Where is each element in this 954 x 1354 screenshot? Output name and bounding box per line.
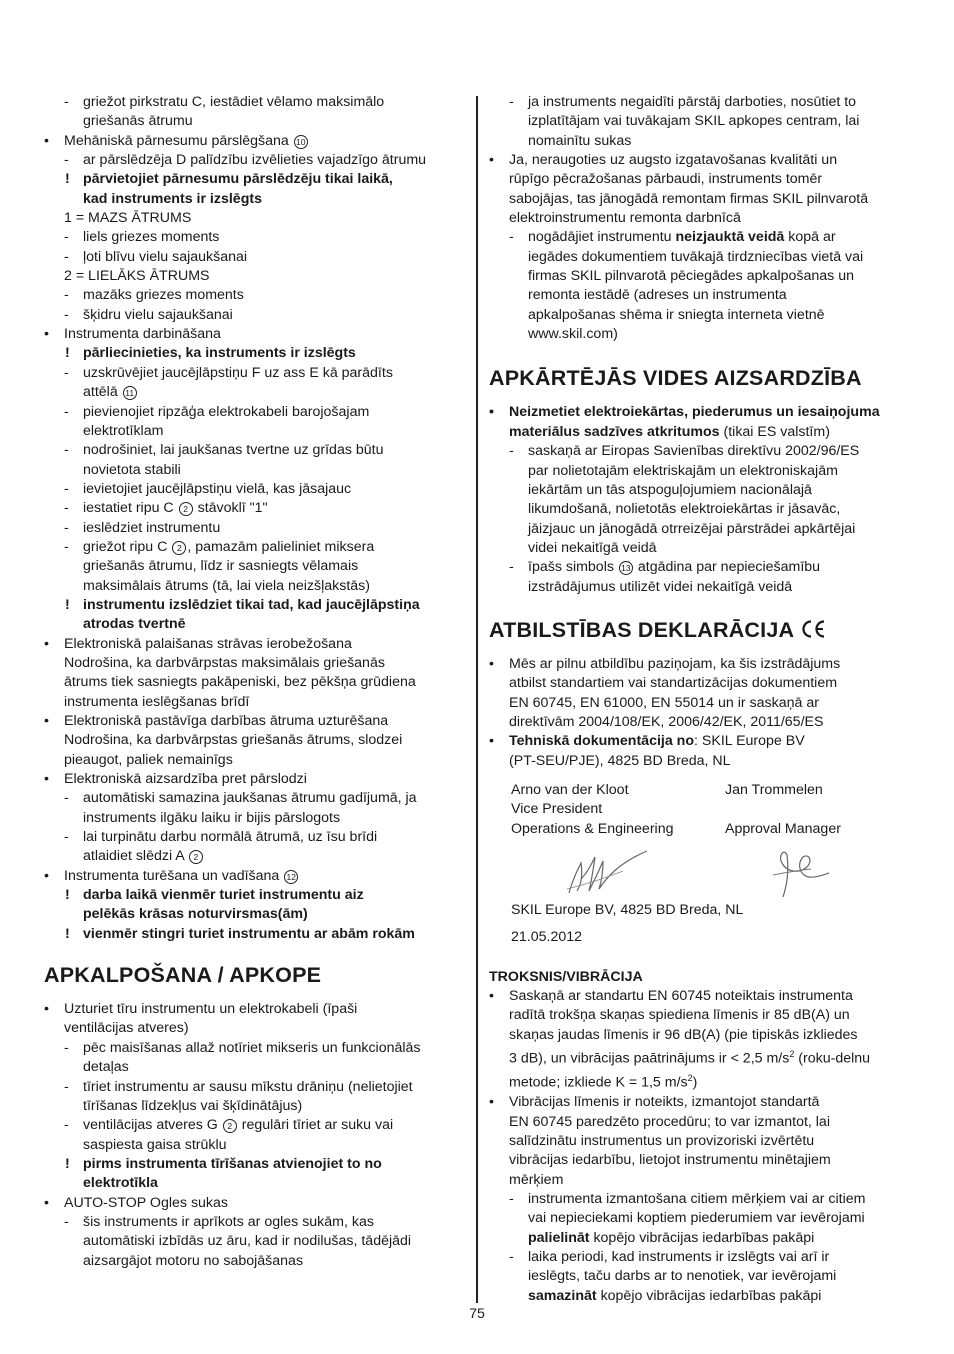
dash-item: - laika periodi, kad instruments ir izslēgts vai arī ir xyxy=(509,1248,830,1265)
dash-item: - ar pārslēdzēja D palīdzību izvēlieties vajadzīgo ātrumu xyxy=(64,152,427,169)
dash-item: - tīriet instrumentu ar sausu mīkstu drāniņu (nelietojiet xyxy=(64,1078,413,1095)
warning-item: ! pārvietojiet pārnesumu pārslēdzēju tikai laikā, xyxy=(65,171,393,188)
company-address: SKIL Europe BV, 4825 BD Breda, NL xyxy=(511,901,744,918)
signers-block xyxy=(511,781,913,841)
right-column: - ja instruments negaidīti pārstāj darboties, nosūtiet to izplatītājam vai tuvākajam SKIL apkopes centram, lai nomainītu sukas • Ja, neraugoties uz augsto izgatavošanas kvalitāti un rūpīgo pēcražošanas pārbaudi, instruments tomēr sabojājas, tas jānogādā remontam firmas SKIL pilnvarotā elektroinstrumentu remonta darbnīcā - nogādājiet instrumentu neizjauktā veidā kopā ar iegādes dokumentiem tuvākajā tirdzniecības vietā vai firmas SKIL pilnvarotā pēciegādes apkalpošanas un remonta iestādē (adreses un instrumenta apkalpošanas shēma ir sniegta interneta vietnē www.skil.com) APKĀRTĒJĀS VIDES AIZSARDZĪBA • Neizmetiet elektroiekārtas, piederumus un iesaiņojuma materiālus sadzīves atkritumos (tikai ES valstīm) - saskaņā ar Eiropas Savienības direktīvu 2002/96/ES par nolietotajām elektriskajām un elektroniskajām iekārtām un tās atspoguļojumiem nacionālajā likumdošanā, nolietotās elektroiekārtas ir jāsavāc, jāizjauc un jānogādā otrreizējai pārstrādei apkārtējai videi nekaitīgā veidā - īpašs simbols 13 atgādina par nepieciešamību izstrādājumus utilizēt videi nekaitīgā veidā ATBILSTĪBAS DEKLARĀCIJA • Mēs ar pilnu atbildību paziņojam, ka šis izstrādājums atbilst standartiem vai standartizācijas dokumentiem EN 60745, EN 61000, EN 55014 un ir saskaņā ar direktīvām 2004/108/EK, 2006/42/EK, 2011/65/ES • Tehniskā dokumentācija no: SKIL Europe BV (PT-SEU/PJE), 4825 BD Breda, NL Arno van der Kloot Vice President Operations & Engineering Jan Trommelen Approval Manager SKIL Europe BV, 4825 BD Breda, NL 21.05.2012 TROKSNIS/VIBRĀCIJA • Saskaņā ar standartu EN 60745 noteiktais instrumenta radītā trokšņa skaņas spiediena līmenis ir 85 dB(A) un skaņas jaudas līmenis ir 96 dB(A) (pie tipiskās izkliedes 3 dB), un vibrācijas paātrinājums ir < 2,5 $m/s^2$ (roku-delnu metode; izkliede K = 1,5 $m/s^2$) • Vibrācijas līmenis ir noteikts, izmantojot standartā EN 60745 paredzēto procedūru; to var izmantot, lai salīdzinātu instrumentus un provizoriski izvērtētu vibrācijas iedarbību, lietojot instrumentu minētajiem mērķiem - instrumenta izmantošana citiem mērķiem vai ar citiem vai nepieciekami koptiem piederumiem var ievērojami palielināt kopējo vibrācijas iedarbības pakāpi - laika periodi, kad instruments ir izslēgts vai arī ir ieslēgts, taču darbs ar to nenotiek, var ievērojami samazināt kopējo vibrācijas iedarbības pakāpi xyxy=(489,93,913,1306)
ref-13-icon: 13 xyxy=(619,561,633,575)
bullet-item: • Ja, neraugoties uz augsto izgatavošanas kvalitāti un xyxy=(489,152,838,169)
dash-item: - griežot ripu C 2 , pamazām palieliniet miksera xyxy=(64,538,375,555)
warning-item: ! instrumentu izslēdziet tikai tad, kad jaucējlāpstiņa xyxy=(65,596,420,613)
section-heading-noise: TROKSNIS/VIBRĀCIJA xyxy=(489,968,643,985)
ref-2-icon: 2 xyxy=(179,502,193,516)
left-column: - griežot pirkstratu C, iestādiet vēlamo maksimālo griešanās ātrumu • Mehāniskā pārnesumu pārslēgšana 10 - ar pārslēdzēja D palīdzību izvēlieties vajadzīgo ātrumu ! pārvietojiet pārnesumu pārslēdzēju tikai laikā, kad instruments ir izslēgts 1 = MAZS ĀTRUMS - liels griezes moments - ļoti blīvu vielu sajaukšanai 2 = LIELĀKS ĀTRUMS - mazāks griezes moments - šķidru vielu sajaukšanai • Instrumenta darbināšana ! pārliecinieties, ka instruments ir izslēgts - uzskrūvējiet jaucējlāpstiņu F uz ass E kā parādīts attēlā 11 - pievienojiet ripzāģa elektrokabeli barojošajam elektrotīklam - nodrošiniet, lai jaukšanas tvertne uz grīdas būtu novietota stabili - ievietojiet jaucējlāpstiņu vielā, kas jāsajauc - iestatiet ripu C 2 stāvoklī "1" - ieslēdziet instrumentu - griežot ripu C 2 , pamazām palieliniet miksera griešanās ātrumu, līdz ir sasniegts vēlamais maksimālais ātrums (tā, lai viela neizšļakstās) ! instrumentu izslēdziet tikai tad, kad jaucējlāpstiņa atrodas tvertnē • Elektroniskā palaišanas strāvas ierobežošana Nodrošina, ka darbvārpstas maksimālais griešanās ātrums tiek sasniegts pakāpeniski, bez pēkšņa grūdiena instrumenta ieslēgšanas brīdī • Elektroniskā pastāvīga darbības ātruma uzturēšana Nodrošina, ka darbvārpstas griešanās ātrums, slodzei pieaugot, paliek nemainīgs • Elektroniskā aizsardzība pret pārslodzi - automātiski samazina jaukšanas ātrumu gadījumā, ja instruments ilgāku laiku ir bijis pārslogots - lai turpinātu darbu normālā ātrumā, uz īsu brīdi atlaidiet slēdzi A 2 • Instrumenta turēšana un vadīšana 12 ! darba laikā vienmēr turiet instrumentu aiz pelēkās krāsas noturvirsmas(ām) ! vienmēr stingri turiet instrumentu ar abām rokām APKALPOŠANA / APKOPE • Uzturiet tīru instrumentu un elektrokabeli (īpaši ventilācijas atveres) - pēc maisīšanas allaž notīriet mikseris un funkcionālās detaļas - tīriet instrumentu ar sausu mīkstu drāniņu (nelietojiet tīrīšanas līdzekļus vai šķīdinātājus) - ventilācijas atveres G 2 regulāri tīriet ar suku vai saspiesta gaisa strūklu ! pirms instrumenta tīrīšanas atvienojiet to no elektrotīkla • AUTO-STOP Ogles sukas - šis instruments ir aprīkots ar ogles sukām, kas automātiski izbīdās uz āru, kad ir nodilušas, tādējādi aizsargājot motoru no sabojāšanas xyxy=(44,93,468,1271)
dash-item: - pēc maisīšanas allaž notīriet mikseris un funkcionālās xyxy=(64,1039,421,1056)
ref-10-icon: 10 xyxy=(294,135,308,149)
dash-item: - ievietojiet jaucējlāpstiņu vielā, kas jāsajauc xyxy=(64,480,352,497)
dash-item: - griežot pirkstratu C, iestādiet vēlamo maksimālo xyxy=(64,94,385,110)
bullet-item: • Elektroniskā palaišanas strāvas ierobežošana xyxy=(44,635,352,652)
bullet-item: • Vibrācijas līmenis ir noteikts, izmantojot standartā xyxy=(489,1094,820,1111)
dash-item: - lai turpinātu darbu normālā ātrumā, uz īsu brīdi xyxy=(64,829,378,846)
dash-item: - uzskrūvējiet jaucējlāpstiņu F uz ass E kā parādīts xyxy=(64,364,393,381)
speed-label: 1 = MAZS ĀTRUMS xyxy=(64,210,192,227)
ce-mark-icon xyxy=(800,619,826,639)
ref-2-icon: 2 xyxy=(223,1119,237,1133)
page-number: 75 xyxy=(469,1306,485,1322)
signature-right-icon xyxy=(763,845,833,901)
dash-item: - ventilācijas atveres G 2 regulāri tīriet ar suku vai xyxy=(64,1117,394,1134)
signatures xyxy=(511,841,913,905)
dash-item: - automātiski samazina jaukšanas ātrumu gadījumā, ja xyxy=(64,790,417,807)
dash-item: - ieslēdziet instrumentu xyxy=(64,519,221,536)
ref-2-icon: 2 xyxy=(189,850,203,864)
warning-item: ! pirms instrumenta tīrīšanas atvienojiet to no xyxy=(65,1155,382,1172)
speed-label: 2 = LIELĀKS ĀTRUMS xyxy=(64,268,210,285)
warning-item: ! pārliecinieties, ka instruments ir izslēgts xyxy=(65,345,356,362)
signer-right: Jan Trommelen Approval Manager xyxy=(725,781,841,837)
bullet-item: • Saskaņā ar standartu EN 60745 noteiktais instrumenta xyxy=(489,988,853,1004)
section-heading-environment: APKĀRTĒJĀS VIDES AIZSARDZĪBA xyxy=(489,366,862,391)
bullet-item: • Tehniskā dokumentācija no: SKIL Europe BV xyxy=(489,733,805,750)
bullet-item: • Elektroniskā aizsardzība pret pārslodzi xyxy=(44,771,307,788)
dash-item: - pievienojiet ripzāģa elektrokabeli barojošajam xyxy=(64,403,370,420)
bullet-item: • Mēs ar pilnu atbildību paziņojam, ka šis izstrādājums xyxy=(489,655,841,672)
declaration-date: 21.05.2012 xyxy=(511,929,583,946)
bullet-item: • Neizmetiet elektroiekārtas, piederumus un iesaiņojuma xyxy=(489,404,880,421)
dash-item: - liels griezes moments xyxy=(64,229,220,246)
dash-item: - saskaņā ar Eiropas Savienības direktīvu 2002/96/ES xyxy=(509,443,860,460)
warning-item: ! vienmēr stingri turiet instrumentu ar abām rokām xyxy=(65,925,415,942)
ref-11-icon: 11 xyxy=(123,386,137,400)
bullet-item: • Instrumenta darbināšana xyxy=(44,326,221,343)
bullet-item: • Elektroniskā pastāvīga darbības ātruma uzturēšana xyxy=(44,713,389,729)
warning-item: ! darba laikā vienmēr turiet instrumentu aiz xyxy=(65,887,364,904)
bullet-item: • Mehāniskā pārnesumu pārslēgšana 10 xyxy=(44,132,468,151)
section-heading-maintenance: APKALPOŠANA / APKOPE xyxy=(44,963,322,988)
dash-item: - ļoti blīvu vielu sajaukšanai xyxy=(64,248,248,265)
dash-item: - šis instruments ir aprīkots ar ogles sukām, kas xyxy=(64,1213,374,1230)
dash-item: - ja instruments negaidīti pārstāj darboties, nosūtiet to xyxy=(509,94,857,110)
bullet-item: • Instrumenta turēšana un vadīšana 12 xyxy=(44,867,468,886)
dash-item: - nogādājiet instrumentu neizjauktā veidā kopā ar xyxy=(509,229,836,246)
signature-left-icon xyxy=(563,849,653,899)
dash-item: - īpašs simbols 13 atgādina par nepieciešamību xyxy=(509,559,821,576)
signer-left: Arno van der Kloot Vice President Operations & Engineering xyxy=(511,781,674,837)
bullet-item: • Uzturiet tīru instrumentu un elektrokabeli (īpaši xyxy=(44,1001,358,1018)
dash-item: - iestatiet ripu C 2 stāvoklī "1" xyxy=(64,500,268,517)
dash-item: - instrumenta izmantošana citiem mērķiem vai ar citiem xyxy=(509,1190,866,1207)
dash-item: - mazāks griezes moments xyxy=(64,287,244,304)
ref-12-icon: 12 xyxy=(284,870,298,884)
ref-2-icon: 2 xyxy=(172,541,186,555)
dash-item: - šķidru vielu sajaukšanai xyxy=(64,306,233,323)
bullet-item: • AUTO-STOP Ogles sukas xyxy=(44,1194,229,1211)
section-heading-declaration: ATBILSTĪBAS DEKLARĀCIJA xyxy=(489,617,913,643)
column-divider xyxy=(476,96,478,1303)
dash-item: - nodrošiniet, lai jaukšanas tvertne uz grīdas būtu xyxy=(64,442,384,459)
